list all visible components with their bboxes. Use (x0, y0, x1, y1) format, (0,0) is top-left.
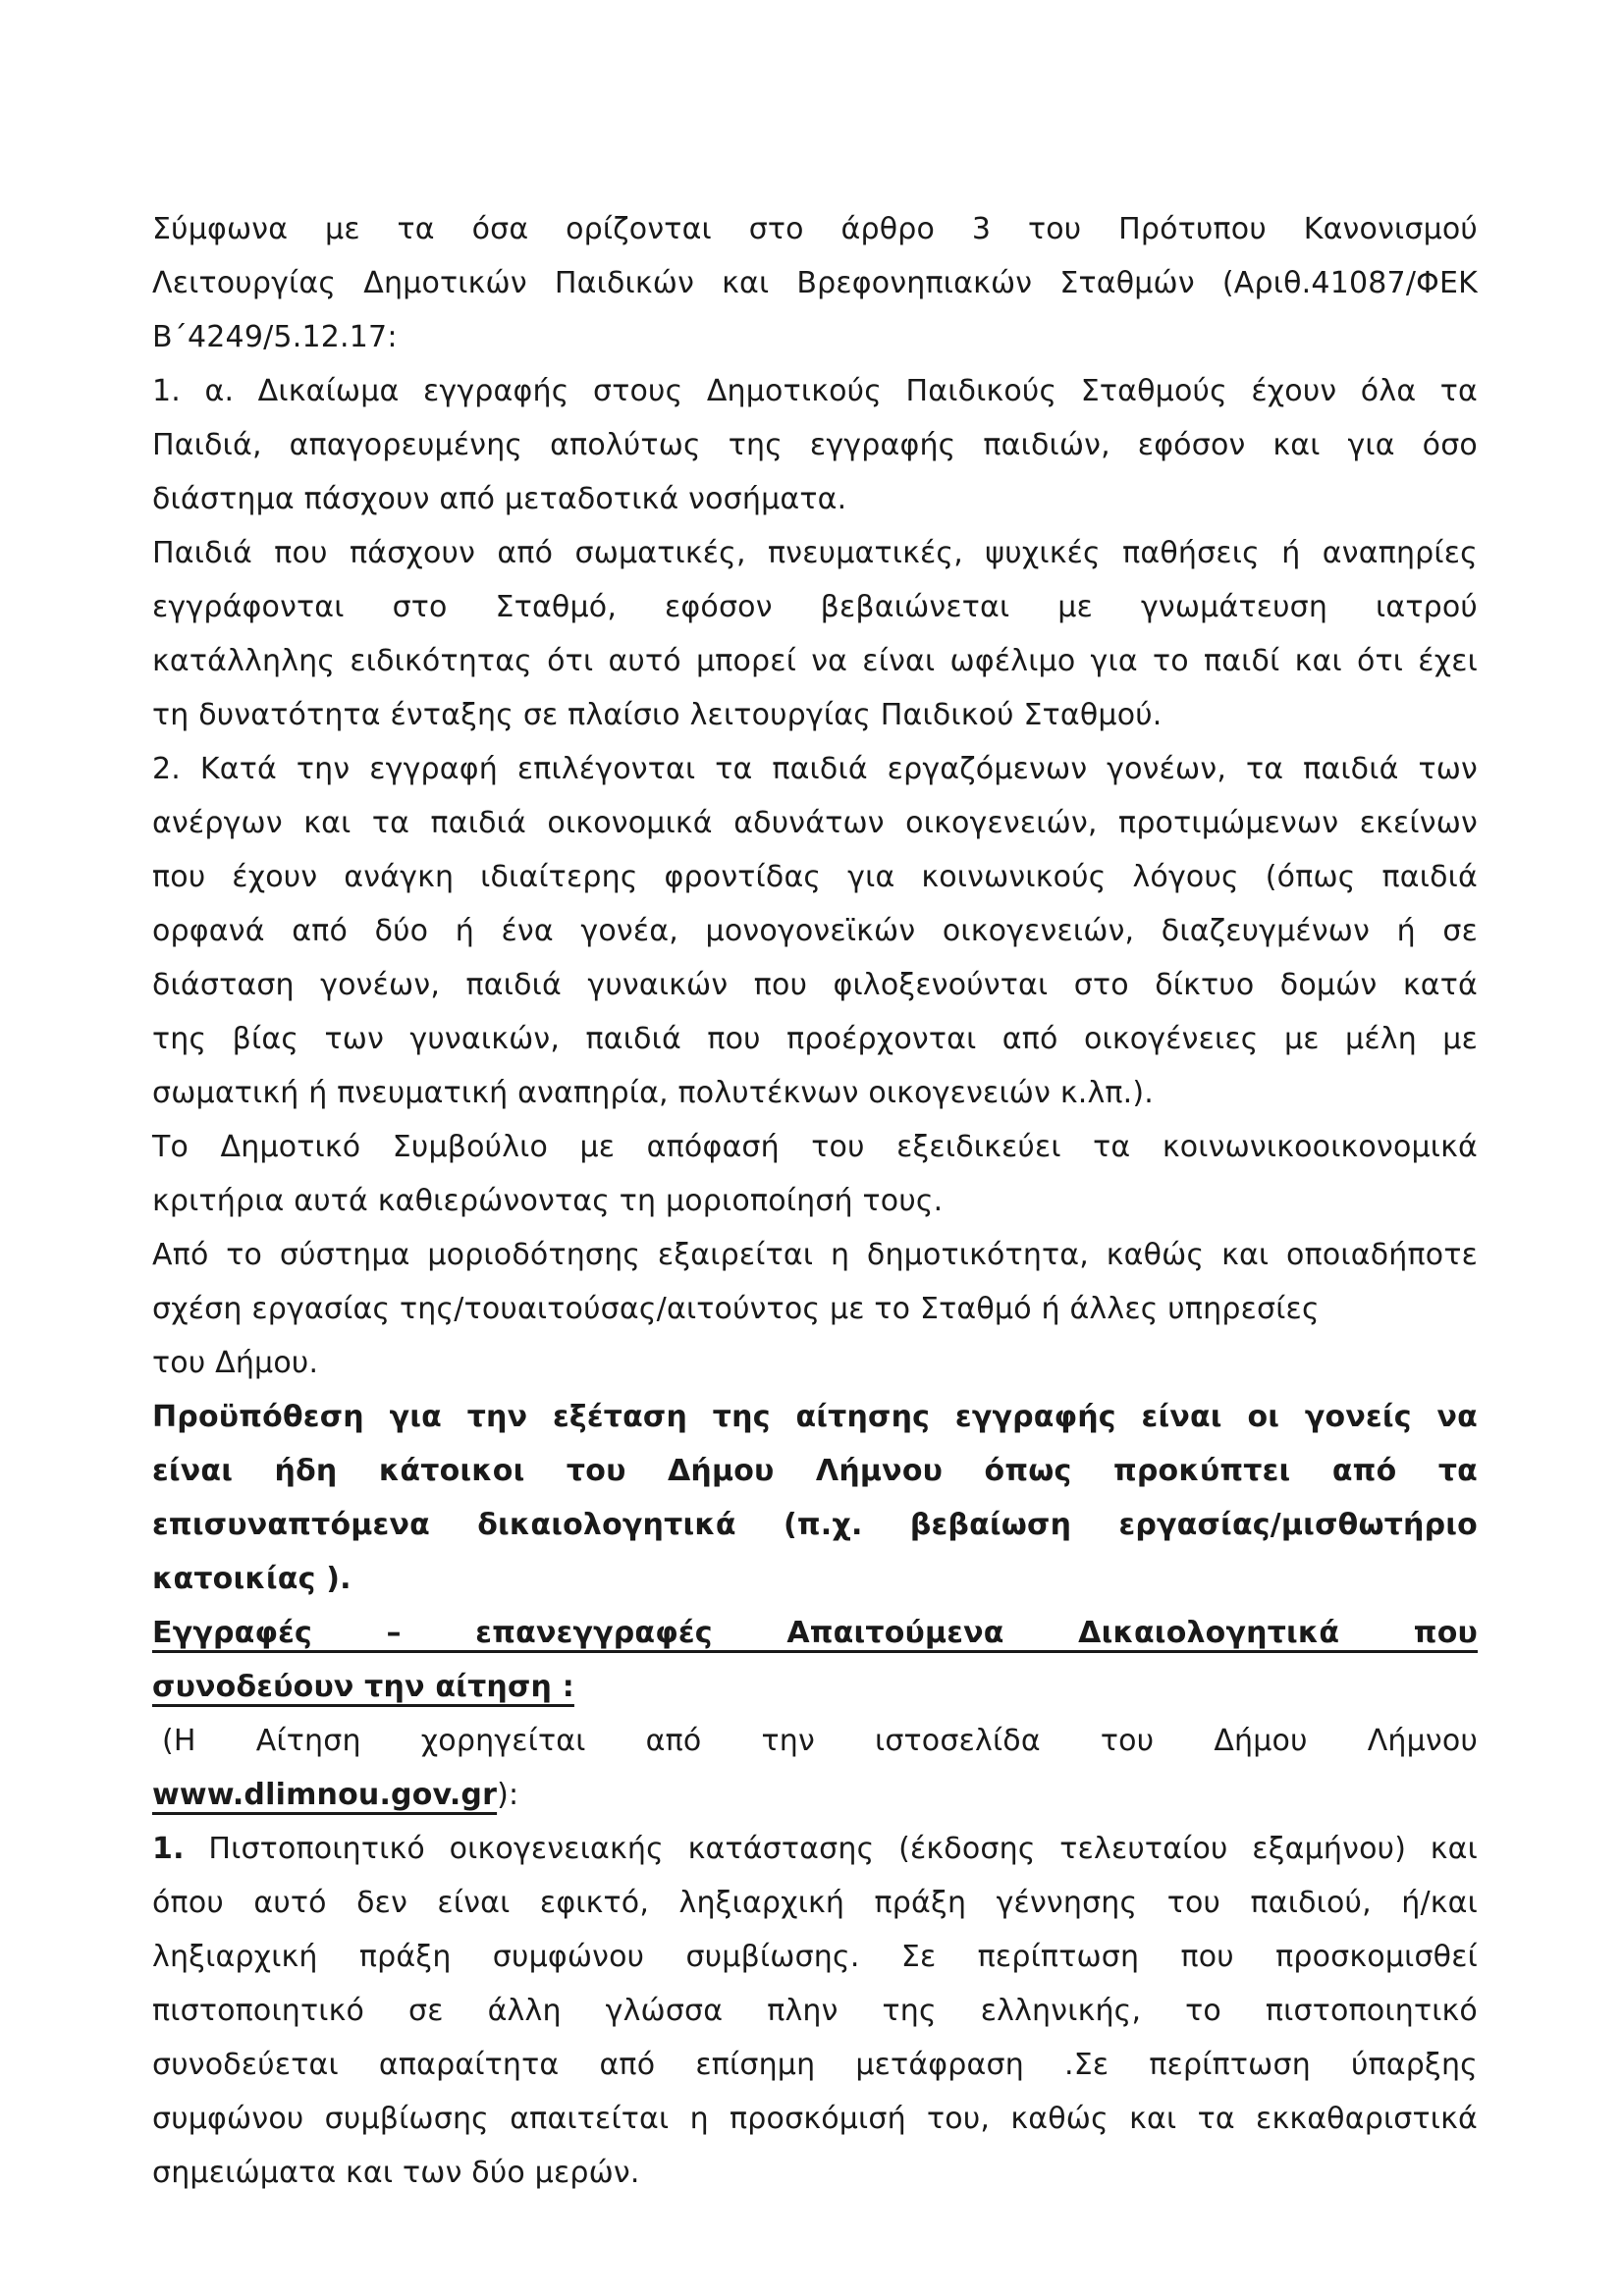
text-line (152, 1984, 1478, 2038)
text-segment: Β΄4249/5.12.17: (152, 320, 398, 354)
text-segment: 1. (152, 1832, 185, 1866)
text-segment: κατάλληλης ειδικότητας ότι αυτό μπορεί να είναι ωφέλιμο για το παιδί και ότι έχει (152, 644, 1478, 678)
text-segment: της βίας των γυναικών, παιδιά που προέρχονται από οικογένειες με μέλη με (152, 1022, 1478, 1056)
text-line (152, 2038, 1478, 2092)
text-segment: Πιστοποιητικό οικογενειακής κατάστασης (έκδοσης τελευταίου εξαμήνου) και (184, 1832, 1478, 1866)
text-line (152, 1066, 1478, 1120)
text-line (152, 904, 1478, 958)
text-line (152, 202, 1478, 256)
text-segment: τη δυνατότητα ένταξης σε πλαίσιο λειτουργίας Παιδικού Σταθμού. (152, 698, 1163, 732)
text-segment: διάσταση γονέων, παιδιά γυναικών που φιλοξενούνται στο δίκτυο δομών κατά (152, 968, 1478, 1002)
text-line (152, 1282, 1478, 1336)
text-segment: κατοικίας ). (152, 1562, 352, 1596)
text-segment: είναι ήδη κάτοικοι του Δήμου Λήμνου όπως προκύπτει από τα (152, 1454, 1478, 1488)
text-line (152, 256, 1478, 310)
text-segment: 2. Κατά την εγγραφή επιλέγονται τα παιδιά εργαζόμενων γονέων, τα παιδιά των (152, 752, 1478, 786)
text-segment: Παιδιά που πάσχουν από σωματικές, πνευματικές, ψυχικές παθήσεις ή αναπηρίες (152, 536, 1478, 570)
text-line (152, 580, 1478, 634)
text-line (152, 1336, 1478, 1390)
text-segment: (Η Αίτηση χορηγείται από την ιστοσελίδα του Δήμου Λήμνου (162, 1724, 1478, 1758)
text-segment: Προϋπόθεση για την εξέταση της αίτησης εγγραφής είναι οι γονείς να (152, 1400, 1478, 1434)
text-segment: Σύμφωνα με τα όσα ορίζονται στο άρθρο 3 του Πρότυπου Κανονισμού (152, 212, 1478, 246)
text-segment: επισυναπτόμενα δικαιολογητικά (π.χ. βεβαίωση εργασίας/μισθωτήριο (152, 1508, 1478, 1542)
text-segment: ανέργων και τα παιδιά οικονομικά αδυνάτων οικογενειών, προτιμώμενων εκείνων (152, 806, 1478, 840)
text-line (152, 364, 1478, 418)
text-segment: σχέση εργασίας της/τουαιτούσας/αιτούντος με το Σταθμό ή άλλες υπηρεσίες (152, 1292, 1320, 1326)
text-line (152, 1390, 1478, 1444)
text-line (152, 1876, 1478, 1930)
link-dlimnou-url[interactable]: www.dlimnou.gov.gr (152, 1778, 498, 1812)
text-segment: συμφώνου συμβίωσης απαιτείται η προσκόμισή του, καθώς και τα εκκαθαριστικά (152, 2102, 1478, 2136)
text-segment: εγγράφονται στο Σταθμό, εφόσον βεβαιώνεται με γνωμάτευση ιατρού (152, 590, 1478, 624)
text-line (152, 634, 1478, 688)
text-segment: ληξιαρχική πράξη συμφώνου συμβίωσης. Σε περίπτωση που προσκομισθεί (152, 1940, 1478, 1974)
text-line (152, 1498, 1478, 1552)
text-line (152, 526, 1478, 580)
text-line (152, 1606, 1478, 1660)
text-segment: ): (497, 1778, 519, 1812)
text-segment: συνοδεύουν την αίτηση : (152, 1670, 574, 1704)
text-segment: Εγγραφές – επανεγγραφές Απαιτούμενα Δικαιολογητικά που (152, 1616, 1478, 1650)
text-line (152, 742, 1478, 796)
text-line (152, 1012, 1478, 1066)
text-line (152, 1930, 1478, 1984)
text-line (152, 850, 1478, 904)
text-segment: Από το σύστημα μοριοδότησης εξαιρείται η δημοτικότητα, καθώς και οποιαδήποτε (152, 1238, 1478, 1272)
text-line (152, 1822, 1478, 1876)
text-line (152, 418, 1478, 472)
document-body (152, 202, 1478, 2200)
text-segment: 1. α. Δικαίωμα εγγραφής στους Δημοτικούς Παιδικούς Σταθμούς έχουν όλα τα (152, 374, 1478, 408)
text-segment: Το Δημοτικό Συμβούλιο με απόφασή του εξειδικεύει τα κοινωνικοοικονομικά (152, 1130, 1478, 1164)
text-segment: που έχουν ανάγκη ιδιαίτερης φροντίδας για κοινωνικούς λόγους (όπως παιδιά (152, 860, 1478, 894)
text-line (152, 2146, 1478, 2200)
text-segment: όπου αυτό δεν είναι εφικτό, ληξιαρχική πράξη γέννησης του παιδιού, ή/και (152, 1886, 1478, 1920)
text-line (152, 1714, 1478, 1768)
text-line (152, 796, 1478, 850)
text-line (152, 1228, 1478, 1282)
text-segment: πιστοποιητικό σε άλλη γλώσσα πλην της ελληνικής, το πιστοποιητικό (152, 1994, 1478, 2028)
text-segment: συνοδεύεται απαραίτητα από επίσημη μετάφραση .Σε περίπτωση ύπαρξης (152, 2048, 1478, 2082)
text-segment: Παιδιά, απαγορευμένης απολύτως της εγγραφής παιδιών, εφόσον και για όσο (152, 428, 1478, 462)
text-line (152, 2092, 1478, 2146)
text-segment: του Δήμου. (152, 1346, 319, 1380)
text-line (152, 688, 1478, 742)
text-line (152, 1660, 1478, 1714)
text-segment: σωματική ή πνευματική αναπηρία, πολυτέκνων οικογενειών κ.λπ.). (152, 1076, 1155, 1110)
text-segment: διάστημα πάσχουν από μεταδοτικά νοσήματα. (152, 482, 847, 516)
text-segment: ορφανά από δύο ή ένα γονέα, μονογονεϊκών οικογενειών, διαζευγμένων ή σε (152, 914, 1478, 948)
text-line (152, 1768, 1478, 1822)
text-segment: σημειώματα και των δύο μερών. (152, 2156, 640, 2190)
text-line (152, 1552, 1478, 1606)
text-segment: Λειτουργίας Δημοτικών Παιδικών και Βρεφονηπιακών Σταθμών (Αριθ.41087/ΦΕΚ (152, 266, 1478, 300)
text-line (152, 310, 1478, 364)
text-segment: κριτήρια αυτά καθιερώνοντας τη μοριοποίησή τους. (152, 1184, 944, 1218)
text-line (152, 1444, 1478, 1498)
text-line (152, 958, 1478, 1012)
text-line (152, 1174, 1478, 1228)
text-line (152, 1120, 1478, 1174)
text-line (152, 472, 1478, 526)
